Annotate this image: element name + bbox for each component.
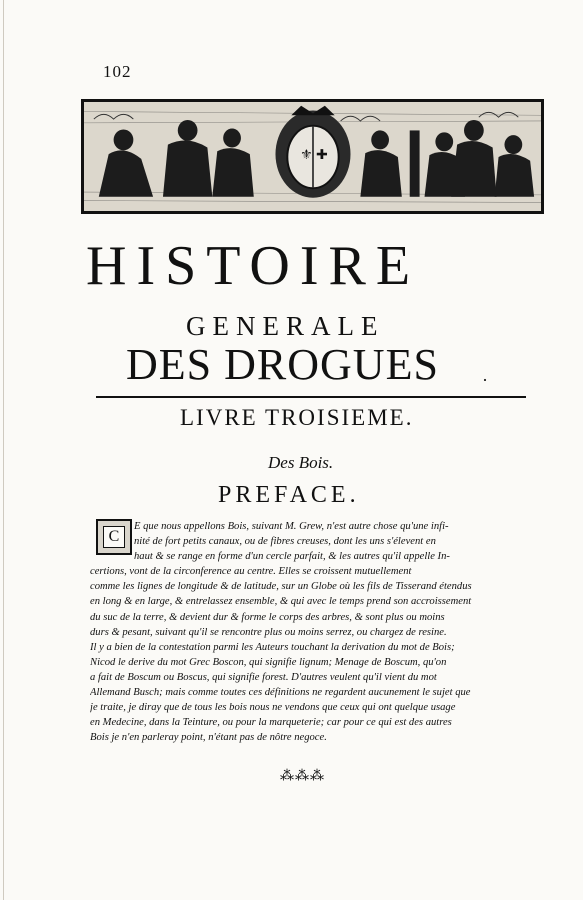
body-line: haut & se range en forme d'un cercle parfait, & les autres qu'il appelle In- [134, 551, 450, 563]
body-line: en long & en large, & entrelassez ensemble, & qui avec le temps prend son accroissement [90, 596, 472, 608]
body-line: Bois je n'en parleray point, n'étant pas de nôtre negoce. [90, 732, 327, 744]
body-line: en Medecine, dans la Teinture, ou pour la marqueterie; car pour ce qui est des autres [90, 717, 452, 729]
initial-letter: C [103, 526, 125, 548]
title-line-generale: GENERALE [186, 311, 385, 341]
title-line-histoire: HISTOIRE [86, 235, 421, 297]
body-line: Allemand Busch; mais comme toutes ces définitions ne regardent aucunement le sujet que [90, 687, 471, 699]
body-line: du suc de la terre, & devient dur & forme le corps des arbres, & sont plus ou moins [90, 611, 445, 623]
body-line: nité de fort petits canaux, ou de fibres creuses, dont les uns s'élevent en [134, 536, 436, 548]
book-heading: LIVRE TROISIEME. [180, 405, 414, 430]
body-line: je traite, je diray que de tous les bois nous ne vendons que ceux qui ont quelque usage [90, 702, 456, 714]
body-line: certions, vont de la circonference au centre. Elles se croissent mutuellement [90, 566, 412, 578]
title-line-des-drogues: DES DROGUES [126, 340, 439, 389]
preface-body [90, 519, 526, 745]
page-edge [3, 0, 4, 900]
body-line: a fait de Boscum ou Boscus, qui signifie forest. D'autres veulent qu'il vient du mot [90, 671, 437, 683]
body-line: Il y a bien de la contestation parmi les Auteurs touchant la derivation du mot de Bois; [90, 641, 455, 653]
engraving-illustration [84, 102, 541, 211]
svg-text:✚: ✚ [315, 147, 328, 163]
horizontal-rule [96, 396, 526, 398]
body-line: comme les lignes de longitude & de latitude, sur un Globe où les fils de Tisserand étendus [90, 581, 472, 593]
ornament-fleuron: ⁂⁂⁂ [280, 769, 325, 784]
body-line: durs & pesant, suivant qu'il se rencontre plus ou moins serrez, ou chargez de resine. [90, 626, 447, 638]
preface-heading: PREFACE. [218, 482, 360, 508]
section-heading: Des Bois. [268, 453, 334, 472]
body-line: E que nous appellons Bois, suivant M. Grew, n'est autre chose qu'une infi- [134, 521, 449, 532]
page-number: 102 [103, 62, 132, 81]
body-line: Nicod le derive du mot Grec Boscon, qui signifie lignum; Menage de Boscum, qu'on [90, 656, 447, 668]
engraved-headpiece-banner [81, 99, 544, 214]
svg-text:⚜: ⚜ [300, 147, 313, 163]
title-trailing-dot: · [482, 370, 488, 390]
